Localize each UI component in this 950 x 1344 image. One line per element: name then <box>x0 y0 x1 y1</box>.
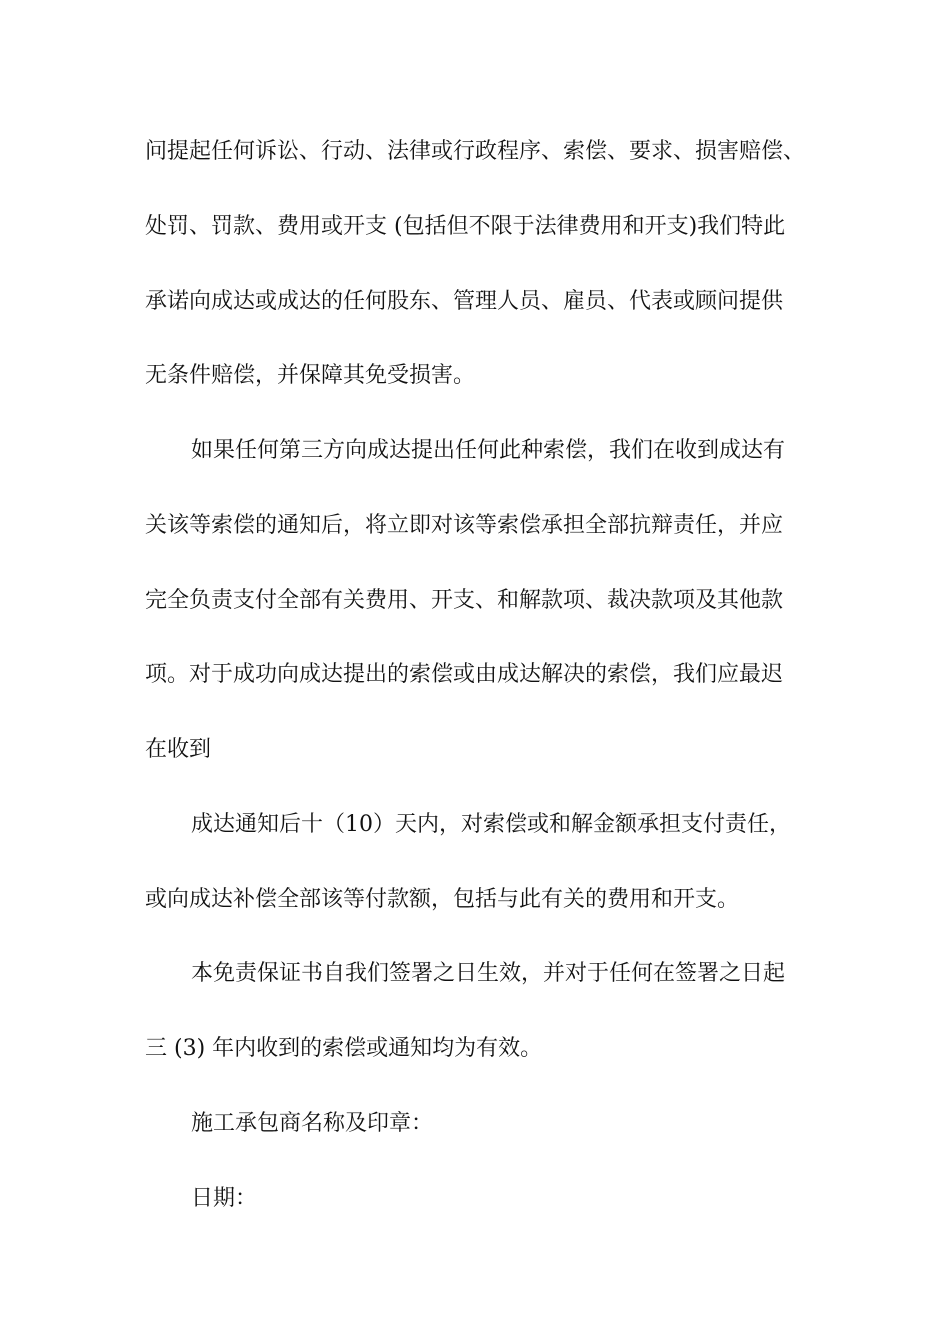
text-line: 承诺向成达或成达的任何股东、管理人员、雇员、代表或顾问提供 <box>145 289 784 314</box>
date-label: 日期： <box>191 1186 258 1211</box>
text-line: 关该等索偿的通知后，将立即对该等索偿承担全部抗辩责任，并应 <box>145 513 784 538</box>
text-line: 三 (3) 年内收到的索偿或通知均为有效。 <box>145 1036 543 1061</box>
paragraph-start-line: 成达通知后十（10）天内，对索偿或和解金额承担支付责任， <box>191 812 791 837</box>
text-line: 或向成达补偿全部该等付款额，包括与此有关的费用和开支。 <box>145 887 740 912</box>
contractor-name-seal-label: 施工承包商名称及印章： <box>191 1111 434 1136</box>
text-line: 处罚、罚款、费用或开支 (包括但不限于法律费用和开支)我们特此 <box>145 214 786 239</box>
paragraph-start-line: 如果任何第三方向成达提出任何此种索偿，我们在收到成达有 <box>191 438 786 463</box>
text-line: 完全负责支付全部有关费用、开支、和解款项、裁决款项及其他款 <box>145 588 784 613</box>
paragraph-start-line: 本免责保证书自我们签署之日生效，并对于任何在签署之日起 <box>191 961 786 986</box>
text-line: 无条件赔偿，并保障其免受损害。 <box>145 363 476 388</box>
text-line: 项。对于成功向成达提出的索偿或由成达解决的索偿，我们应最迟 <box>145 662 784 687</box>
text-line: 在收到 <box>145 737 212 762</box>
text-line: 问提起任何诉讼、行动、法律或行政程序、索偿、要求、损害赔偿、 <box>145 139 806 164</box>
